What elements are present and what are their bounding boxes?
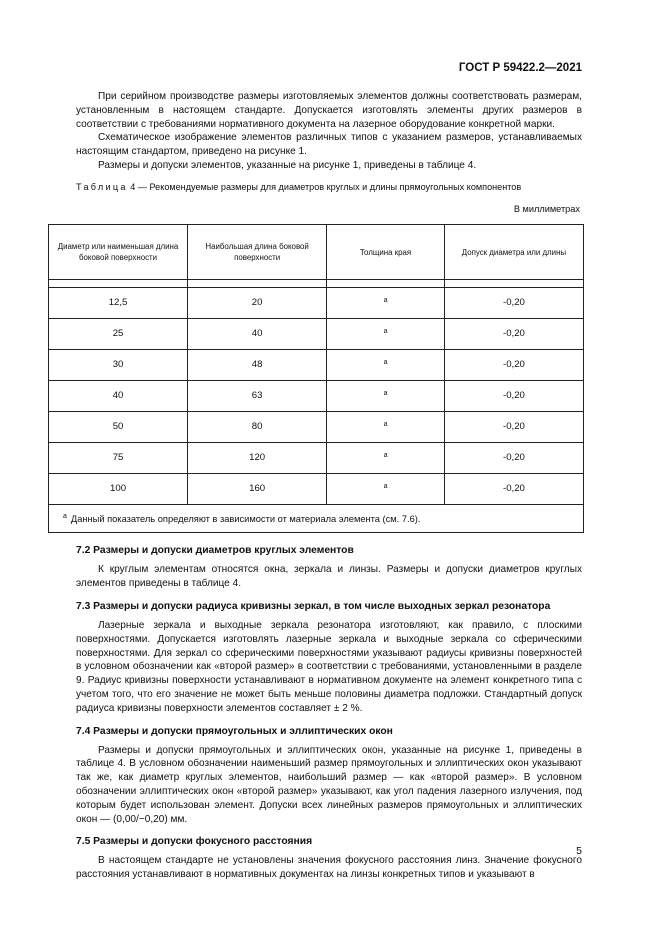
table-cell: 20 (188, 288, 327, 319)
section-heading: 7.3 Размеры и допуски радиуса кривизны зеркал, в том числе выходных зеркал резонатора (76, 600, 551, 612)
table-cell: a (327, 381, 445, 412)
table-caption (76, 181, 582, 195)
table-cell: -0,20 (444, 412, 583, 443)
table-cell: -0,20 (444, 474, 583, 505)
table-cell: a (327, 288, 445, 319)
table-cell: 120 (188, 443, 327, 474)
table-cell: 63 (188, 381, 327, 412)
paragraph: Схематическое изображение элементов различных типов с указанием размеров, устанавливаемых настоящим стандартом, приведено на рисунке 1. (76, 132, 582, 158)
section-heading: 7.2 Размеры и допуски диаметров круглых элементов (76, 545, 354, 557)
table-cell: a (327, 350, 445, 381)
table-units: В миллиметрах (513, 203, 580, 214)
table-row (49, 443, 584, 474)
table-row (49, 319, 584, 350)
table-cell: a (327, 443, 445, 474)
table-note (49, 505, 584, 533)
table-cell: -0,20 (444, 288, 583, 319)
sizes-table (48, 224, 584, 533)
table-body (49, 288, 584, 505)
table-cell: 40 (188, 319, 327, 350)
paragraph: Размеры и допуски прямоугольных и эллиптических окон, указанные на рисунке 1, приведены в таблице 4. В условном обозначении наименьший размер прямоугольных и эллиптических окон указывают так же, как диаметр круглых элементов, наибольший размер — как «второй размер». В условном обозначении эллиптических окон «второй размер» указывают, как угол падения лазерного излучения, под которым будет использован элемент. Допуски всех линейных размеров прямоугольных и эллиптических окон — (0,00/−0,20) мм. (76, 744, 582, 825)
column-header: Наибольшая длина боковой поверхности (188, 225, 327, 280)
table-cell: 75 (49, 443, 188, 474)
page-number: 5 (576, 845, 582, 857)
header-divider (49, 280, 584, 288)
table-cell: 80 (188, 412, 327, 443)
column-header: Толщина края (327, 225, 445, 280)
section-heading: 7.5 Размеры и допуски фокусного расстояния (76, 836, 313, 848)
table-cell: 30 (49, 350, 188, 381)
table-cell: 50 (49, 412, 188, 443)
table-row (49, 381, 584, 412)
paragraph: Размеры и допуски элементов, указанные на рисунке 1, приведены в таблице 4. (98, 159, 477, 171)
table-cell: 100 (49, 474, 188, 505)
column-header: Диаметр или наименьшая длина боковой поверхности (49, 225, 188, 280)
table-cell: 160 (188, 474, 327, 505)
table-cell: -0,20 (444, 319, 583, 350)
document-header: ГОСТ Р 59422.2—2021 (458, 62, 582, 74)
table-cell: 25 (49, 319, 188, 350)
table-cell: 12,5 (49, 288, 188, 319)
paragraph: При серийном производстве размеры изготовляемых элементов должны соответствовать размерам, установленным в настоящем стандарте. Допускается изготовлять элементы других размеров в соответствии с требованиями нормативного документа на лазерное оборудование конкретной марки. (76, 91, 582, 130)
table-cell: -0,20 (444, 381, 583, 412)
table-cell: a (327, 474, 445, 505)
table-caption-text: — Рекомендуемые размеры для диаметров круглых и длины прямоугольных компонентов (137, 181, 522, 192)
table-note-row (49, 505, 584, 533)
table-cell: a (327, 412, 445, 443)
table-cell: 48 (188, 350, 327, 381)
table-caption-prefix: Таблица (76, 181, 128, 192)
table-note-text: Данный показатель определяют в зависимости от материала элемента (см. 7.6). (70, 514, 421, 525)
table-caption-number: 4 (130, 181, 136, 192)
column-header: Допуск диаметра или длины (444, 225, 583, 280)
paragraph: К круглым элементам относятся окна, зеркала и линзы. Размеры и допуски диаметров круглых элементов приведены в таблице 4. (76, 564, 582, 590)
table-cell: 40 (49, 381, 188, 412)
table-cell: a (327, 319, 445, 350)
table-row (49, 288, 584, 319)
table-cell: -0,20 (444, 443, 583, 474)
section-heading: 7.4 Размеры и допуски прямоугольных и эллиптических окон (76, 725, 393, 737)
document-body (57, 90, 582, 882)
paragraph: В настоящем стандарте не установлены значения фокусного расстояния линз. Значение фокусного расстояния устанавливают в нормативных документах на линзы конкретных типов и указывают в (76, 855, 582, 881)
table-cell: -0,20 (444, 350, 583, 381)
table-row (49, 412, 584, 443)
table-header-row (49, 225, 584, 280)
table-row (49, 350, 584, 381)
table-row (49, 474, 584, 505)
table-note-mark: a (63, 513, 67, 521)
paragraph: Лазерные зеркала и выходные зеркала резонатора изготовляют, как правило, с плоскими поверхностями. Допускается изготовлять лазерные зеркала и выходные зеркала со сферическими поверхностями. Для зеркал со сферическими поверхностями указывают радиусы кривизны поверхностей в условном обозначении как «второй размер» в соответствии с требованиями, установленными в разделе 9. Радиус кривизны поверхности устанавливают в нормативном документе на элемент конкретного типа с учетом того, что его значение не может быть меньше половины диаметра подложки. Стандартный допуск радиуса кривизны поверхности элементов составляет ± 2 %. (76, 619, 582, 714)
